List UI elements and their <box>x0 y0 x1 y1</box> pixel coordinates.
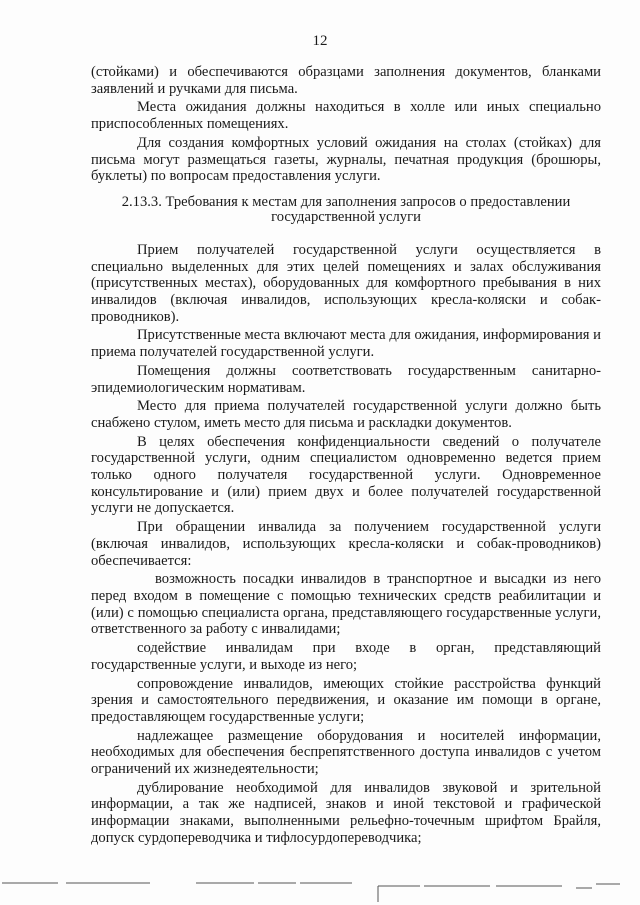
paragraph: В целях обеспечения конфиденциальности сведений о получателе государственной услуги, одним специалистом одновременно ведется прием только одного получателя государственной услуги. Одновременное консультирование и (или) прием двух и более получателей государственной услуги не допускается. <box>91 433 601 517</box>
paragraph: Места ожидания должны находиться в холле или иных специально приспособленных помещениях. <box>91 99 601 133</box>
list-item: содействие инвалидам при входе в орган, представляющий государственные услуги, и выходе из него; <box>91 640 601 673</box>
scan-edge-lines <box>0 880 640 905</box>
paragraph: Прием получателей государственной услуги осуществляется в специально выделенных для этих целей помещениях и залах обслуживания (присутственных местах), оборудованных для комфортного пребывания в них инвалидов (включая инвалидов, использующих кресла-коляски и собак-проводников). <box>91 241 601 325</box>
scan-footer-artifacts <box>0 880 640 905</box>
section-heading: 2.13.3. Требования к местам для заполнения запросов о предоставлении государственной услуги <box>121 193 571 226</box>
paragraph: Место для приема получателей государственной услуги должно быть снабжено стулом, иметь место для письма и раскладки документов. <box>91 398 601 431</box>
paragraph: Помещения должны соответствовать государственным санитарно-эпидемиологическим нормативам. <box>91 362 601 396</box>
paragraph: (стойками) и обеспечиваются образцами заполнения документов, бланками заявлений и ручками для письма. <box>91 64 601 97</box>
list-item: надлежащее размещение оборудования и носителей информации, необходимых для обеспечения беспрепятственного доступа инвалидов с учетом ограничений их жизнедеятельности; <box>91 727 601 778</box>
list-item: дублирование необходимой для инвалидов звуковой и зрительной информации, а так же надписей, знаков и иной текстовой и графической информации знаками, выполненными рельефно-точечным шрифтом Брайля, допуск сурдопереводчика и тифлосурдопереводчика; <box>91 779 601 846</box>
list-item: сопровождение инвалидов, имеющих стойкие расстройства функций зрения и самостоятельного передвижения, и оказание им помощи в органе, предоставляющем государственные услуги; <box>91 675 601 725</box>
page-body <box>91 64 601 849</box>
page-number: 12 <box>312 33 328 49</box>
paragraph: При обращении инвалида за получением государственной услуги (включая инвалидов, использующих кресла-коляски и собак-проводников) обеспечивается: <box>91 519 601 569</box>
list-item: возможность посадки инвалидов в транспортное и высадки из него перед входом в помещение с помощью технических средств реабилитации и (или) с помощью специалиста органа, представляющего государственные услуги, ответственного за работу с инвалидами; <box>91 571 601 638</box>
paragraph: Для создания комфортных условий ожидания на столах (стойках) для письма могут размещаться газеты, журналы, печатная продукция (брошюры, буклеты) по вопросам предоставления услуги. <box>91 134 601 185</box>
paragraph: Присутственные места включают места для ожидания, информирования и приема получателей государственной услуги. <box>91 327 601 361</box>
